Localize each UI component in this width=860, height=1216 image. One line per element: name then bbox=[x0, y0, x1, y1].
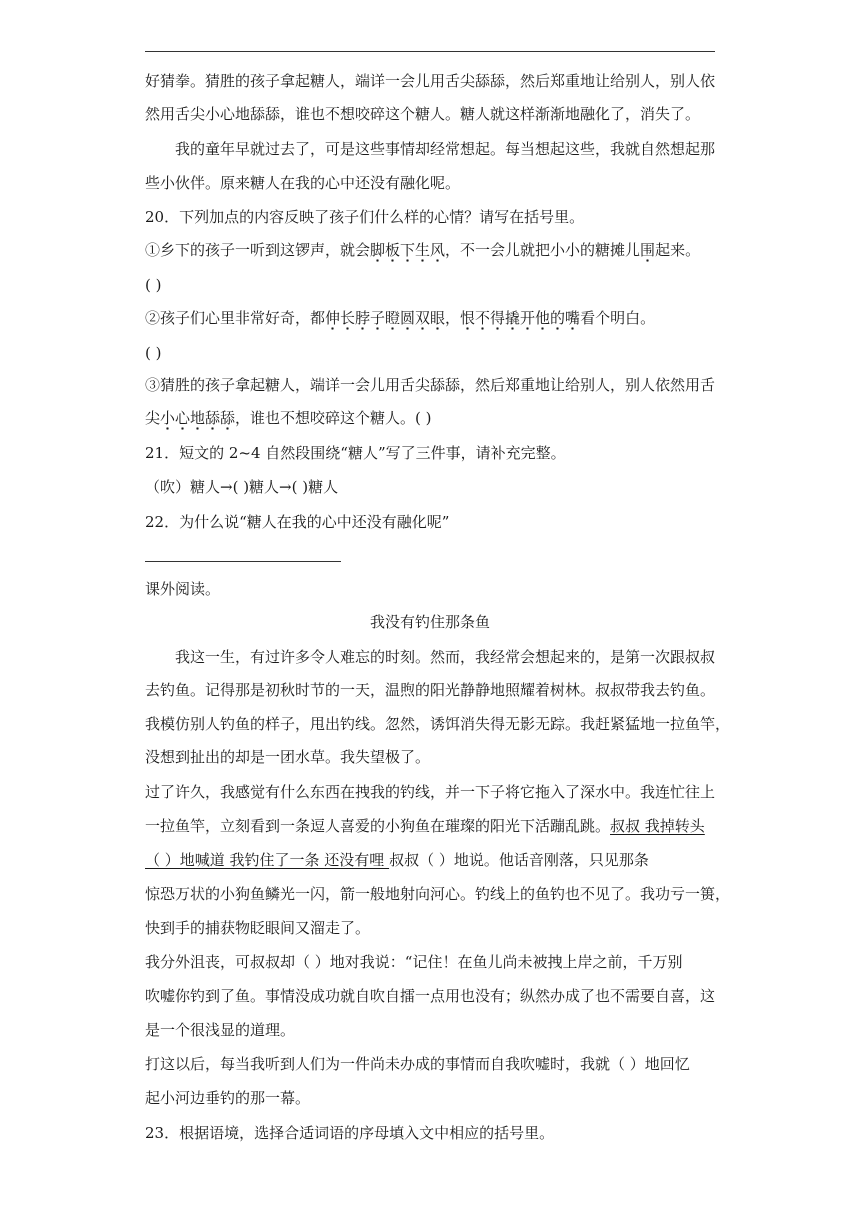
answer-line[interactable] bbox=[145, 561, 341, 562]
article-line: 我这一生，有过许多令人难忘的时刻。然而，我经常会想起来的，是第一次跟叔叔 bbox=[175, 648, 716, 666]
article-line: 快到手的捕获物眨眼间又溜走了。 bbox=[145, 919, 371, 937]
article-line: 我分外沮丧，可叔叔却（ ）地对我说：“记住！在鱼儿尚未被拽上岸之前，千万别 bbox=[145, 953, 683, 971]
answer-blank-2[interactable]: ( ) bbox=[145, 344, 162, 362]
question-21-chain: （吹）糖人→( )糖人→( )糖人 bbox=[145, 478, 339, 496]
question-20-item-1 bbox=[145, 239, 720, 261]
article-title: 我没有钓住那条鱼 bbox=[369, 613, 490, 631]
passage-line: 然用舌尖小心地舔舔，谁也不想咬碎这个糖人。糖人就这样渐渐地融化了，消失了。 bbox=[145, 105, 701, 123]
question-20-stem: 20．下列加点的内容反映了孩子们什么样的心情？请写在括号里。 bbox=[145, 208, 585, 226]
article-line: 是一个很浅显的道理。 bbox=[145, 1021, 296, 1039]
header-rule bbox=[145, 51, 715, 52]
section-label: 课外阅读。 bbox=[145, 580, 221, 598]
passage-line: 些小伙伴。原来糖人在我的心中还没有融化呢。 bbox=[145, 174, 461, 192]
item-text: ②孩子们心里非常好奇，都 bbox=[145, 309, 326, 327]
article-line: 吹嘘你钓到了鱼。事情没成功就自吹自擂一点用也没有；纵然办成了也不需要自喜，这 bbox=[145, 987, 716, 1005]
emphasis-dotted-text: 恨不得撬开他的嘴 bbox=[460, 309, 580, 331]
item-text: ， bbox=[445, 309, 461, 327]
passage-line: 我的童年早就过去了，可是这些事情却经常想起。每当想起这些，我就自然想起那 bbox=[175, 140, 716, 158]
item-text: ，谁也不想咬碎这个糖人。( ) bbox=[235, 409, 432, 427]
underlined-text: 叔叔 我掉转头 bbox=[610, 817, 705, 835]
article-text: 叔叔（ ）地说。他话音刚落，只见那条 bbox=[389, 851, 649, 869]
question-21-stem: 21．短文的 2~4 自然段围绕“糖人”写了三件事，请补充完整。 bbox=[145, 444, 566, 462]
article-line bbox=[145, 815, 720, 837]
article-line bbox=[145, 849, 720, 871]
article-line: 起小河边垂钓的那一幕。 bbox=[145, 1089, 311, 1107]
emphasis-dotted-text: 伸长脖子瞪圆双眼 bbox=[325, 309, 445, 331]
passage-line: 好猜拳。猜胜的孩子拿起糖人，端详一会儿用舌尖舔舔，然后郑重地让给别人，别人依 bbox=[145, 72, 716, 90]
article-line: 过了许久，我感觉有什么东西在拽我的钓线，并一下子将它拖入了深水中。我连忙往上 bbox=[145, 783, 716, 801]
article-line: 去钓鱼。记得那是初秋时节的一天，温煦的阳光静静地照耀着树林。叔叔带我去钓鱼。 bbox=[145, 681, 716, 699]
emphasis-dotted-text: 脚板下生风 bbox=[370, 241, 445, 263]
underlined-text: （ ）地喊道 我钓住了一条 还没有哩 bbox=[145, 851, 390, 869]
item-text: 看个明白。 bbox=[580, 309, 656, 327]
question-23-stem: 23．根据语境，选择合适词语的序母填入文中相应的括号里。 bbox=[145, 1124, 555, 1142]
article-line: 打这以后，每当我听到人们为一件尚未办成的事情而自我吹嘘时，我就（ ）地回忆 bbox=[145, 1055, 690, 1073]
question-22-stem: 22．为什么说“糖人在我的心中还没有融化呢” bbox=[145, 513, 450, 531]
answer-blank-1[interactable]: ( ) bbox=[145, 276, 162, 294]
article-line: 没想到扯出的却是一团水草。我失望极了。 bbox=[145, 748, 431, 766]
article-text: 一拉鱼竿，立刻看到一条逗人喜爱的小狗鱼在璀璨的阳光下活蹦乱跳。 bbox=[145, 817, 611, 835]
question-20-item-2 bbox=[145, 307, 720, 329]
article-line: 我模仿别人钓鱼的样子，甩出钓线。忽然，诱饵消失得无影无踪。我赶紧猛地一拉鱼竿， bbox=[145, 715, 731, 733]
item-text: ①乡下的孩子一听到这锣声，就会 bbox=[145, 241, 371, 259]
item-text: 起来。 bbox=[655, 241, 701, 259]
question-20-item-3-line-2 bbox=[145, 407, 720, 429]
emphasis-dotted-text: 小心地舔舔 bbox=[160, 409, 235, 431]
article-line: 惊恐万状的小狗鱼鳞光一闪，箭一般地射向河心。钓线上的鱼钓也不见了。我功亏一篑， bbox=[145, 885, 731, 903]
item-text: 尖 bbox=[145, 409, 161, 427]
item-text: ，不一会儿就把小小的糖摊儿 bbox=[445, 241, 641, 259]
emphasis-dotted-text: 围 bbox=[640, 241, 655, 263]
question-20-item-3-line-1: ③猜胜的孩子拿起糖人，端详一会儿用舌尖舔舔，然后郑重地让给别人，别人依然用舌 bbox=[145, 376, 716, 394]
